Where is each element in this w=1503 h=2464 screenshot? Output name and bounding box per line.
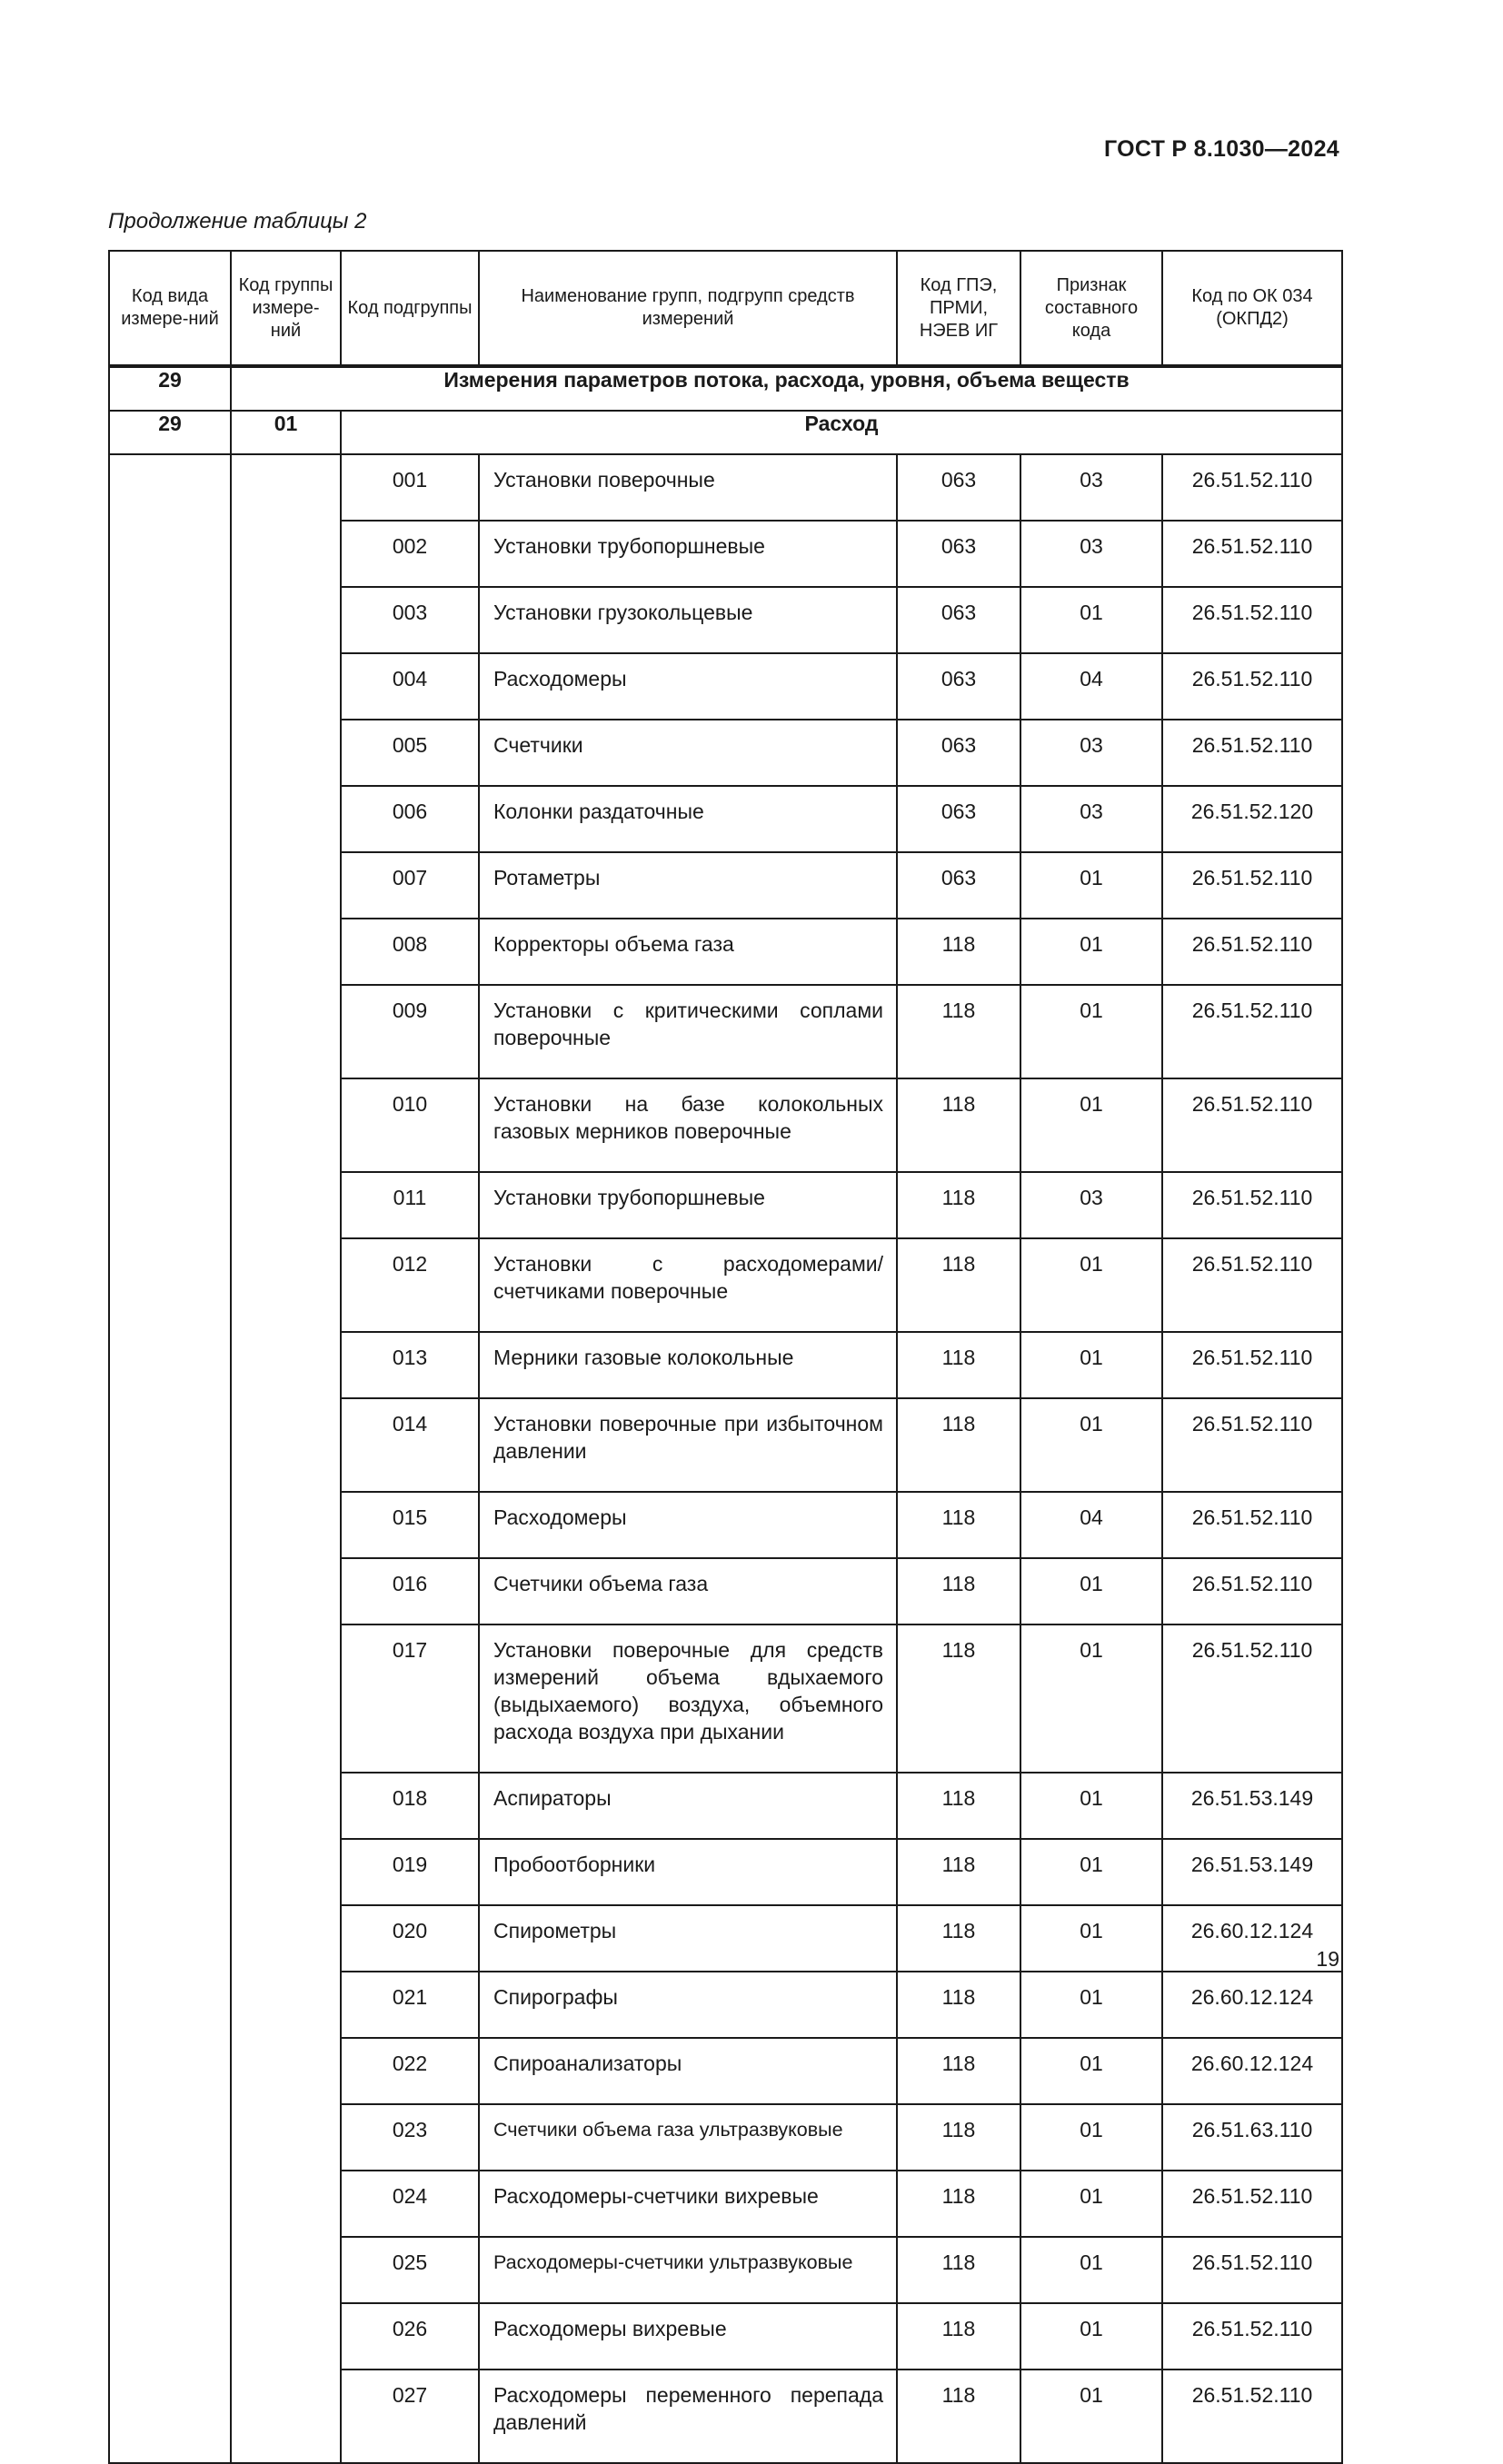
gpe-code: 063 bbox=[897, 653, 1020, 720]
okpd-code: 26.51.63.110 bbox=[1162, 2104, 1342, 2171]
gpe-code: 118 bbox=[897, 1558, 1020, 1624]
subgroup-code: 024 bbox=[341, 2171, 479, 2237]
subgroup-name: Установки с критическими соплами поверочные bbox=[479, 985, 897, 1078]
section-group-title: Расход bbox=[341, 411, 1342, 454]
composite-sign: 03 bbox=[1020, 521, 1162, 587]
col-okpd-code: Код по ОК 034 (ОКПД2) bbox=[1162, 251, 1342, 366]
okpd-code: 26.51.52.110 bbox=[1162, 2171, 1342, 2237]
subgroup-name: Расходомеры вихревые bbox=[479, 2303, 897, 2370]
table-row bbox=[109, 454, 1342, 521]
okpd-code: 26.51.52.110 bbox=[1162, 1172, 1342, 1238]
okpd-code: 26.51.52.120 bbox=[1162, 786, 1342, 852]
subgroup-code: 022 bbox=[341, 2038, 479, 2104]
subgroup-name: Расходомеры bbox=[479, 653, 897, 720]
composite-sign: 01 bbox=[1020, 1773, 1162, 1839]
okpd-code: 26.51.52.110 bbox=[1162, 1558, 1342, 1624]
subgroup-name: Спироанализаторы bbox=[479, 2038, 897, 2104]
subgroup-name: Колонки раздаточные bbox=[479, 786, 897, 852]
composite-sign: 01 bbox=[1020, 2171, 1162, 2237]
gpe-code: 118 bbox=[897, 2171, 1020, 2237]
col-gpe-code: Код ГПЭ, ПРМИ, НЭЕВ ИГ bbox=[897, 251, 1020, 366]
subgroup-code: 026 bbox=[341, 2303, 479, 2370]
okpd-code: 26.51.53.149 bbox=[1162, 1773, 1342, 1839]
subgroup-name: Спирометры bbox=[479, 1905, 897, 1972]
gpe-code: 118 bbox=[897, 1624, 1020, 1773]
composite-sign: 03 bbox=[1020, 1172, 1162, 1238]
okpd-code: 26.51.52.110 bbox=[1162, 653, 1342, 720]
okpd-code: 26.60.12.124 bbox=[1162, 1905, 1342, 1972]
section-group-code: 01 bbox=[231, 411, 341, 454]
subgroup-name: Установки поверочные bbox=[479, 454, 897, 521]
okpd-code: 26.51.52.110 bbox=[1162, 521, 1342, 587]
okpd-code: 26.51.52.110 bbox=[1162, 1332, 1342, 1398]
gpe-code: 118 bbox=[897, 1773, 1020, 1839]
subgroup-code: 009 bbox=[341, 985, 479, 1078]
subgroup-code: 001 bbox=[341, 454, 479, 521]
okpd-code: 26.51.52.110 bbox=[1162, 2370, 1342, 2463]
okpd-code: 26.51.52.110 bbox=[1162, 2303, 1342, 2370]
subgroup-code: 003 bbox=[341, 587, 479, 653]
okpd-code: 26.51.52.110 bbox=[1162, 919, 1342, 985]
subgroup-name: Установки с расходомерами/счетчиками поверочные bbox=[479, 1238, 897, 1332]
okpd-code: 26.51.52.110 bbox=[1162, 1624, 1342, 1773]
subgroup-code: 025 bbox=[341, 2237, 479, 2303]
composite-sign: 01 bbox=[1020, 1624, 1162, 1773]
composite-sign: 01 bbox=[1020, 1398, 1162, 1492]
subgroup-name: Счетчики объема газа bbox=[479, 1558, 897, 1624]
composite-sign: 01 bbox=[1020, 1972, 1162, 2038]
subgroup-code: 019 bbox=[341, 1839, 479, 1905]
composite-sign: 01 bbox=[1020, 1839, 1162, 1905]
gpe-code: 118 bbox=[897, 2104, 1020, 2171]
composite-sign: 01 bbox=[1020, 1238, 1162, 1332]
subgroup-code: 002 bbox=[341, 521, 479, 587]
col-composite-sign: Признак составного кода bbox=[1020, 251, 1162, 366]
subgroup-code: 008 bbox=[341, 919, 479, 985]
gpe-code: 118 bbox=[897, 2237, 1020, 2303]
composite-sign: 01 bbox=[1020, 919, 1162, 985]
subgroup-code: 027 bbox=[341, 2370, 479, 2463]
subgroup-name: Мерники газовые колокольные bbox=[479, 1332, 897, 1398]
subgroup-name: Установки поверочные при избыточном давлении bbox=[479, 1398, 897, 1492]
gpe-code: 118 bbox=[897, 985, 1020, 1078]
composite-sign: 01 bbox=[1020, 2104, 1162, 2171]
gpe-code: 063 bbox=[897, 454, 1020, 521]
subgroup-name: Спирографы bbox=[479, 1972, 897, 2038]
subgroup-code: 013 bbox=[341, 1332, 479, 1398]
gpe-code: 063 bbox=[897, 786, 1020, 852]
okpd-code: 26.51.53.149 bbox=[1162, 1839, 1342, 1905]
subgroup-name: Установки трубопоршневые bbox=[479, 521, 897, 587]
gpe-code: 063 bbox=[897, 587, 1020, 653]
okpd-code: 26.51.52.110 bbox=[1162, 852, 1342, 919]
col-name: Наименование групп, подгрупп средств измерений bbox=[479, 251, 897, 366]
okpd-code: 26.51.52.110 bbox=[1162, 985, 1342, 1078]
table-caption: Продолжение таблицы 2 bbox=[108, 209, 367, 233]
subgroup-code: 014 bbox=[341, 1398, 479, 1492]
section-group-row bbox=[109, 411, 1342, 454]
subgroup-name: Счетчики объема газа ультразвуковые bbox=[479, 2104, 897, 2171]
standard-id: ГОСТ Р 8.1030—2024 bbox=[1103, 136, 1339, 162]
composite-sign: 01 bbox=[1020, 2237, 1162, 2303]
subgroup-code: 020 bbox=[341, 1905, 479, 1972]
subgroup-name: Расходомеры-счетчики вихревые bbox=[479, 2171, 897, 2237]
okpd-code: 26.51.52.110 bbox=[1162, 2237, 1342, 2303]
subgroup-code: 017 bbox=[341, 1624, 479, 1773]
gpe-code: 118 bbox=[897, 1972, 1020, 2038]
gpe-code: 118 bbox=[897, 1172, 1020, 1238]
subgroup-name: Пробоотборники bbox=[479, 1839, 897, 1905]
okpd-code: 26.51.52.110 bbox=[1162, 720, 1342, 786]
blank-kind-cell bbox=[109, 454, 231, 2463]
subgroup-code: 010 bbox=[341, 1078, 479, 1172]
subgroup-name: Расходомеры-счетчики ультразвуковые bbox=[479, 2237, 897, 2303]
subgroup-name: Расходомеры bbox=[479, 1492, 897, 1558]
okpd-code: 26.60.12.124 bbox=[1162, 1972, 1342, 2038]
subgroup-code: 018 bbox=[341, 1773, 479, 1839]
page-number: 19 bbox=[1316, 1947, 1339, 1971]
section-group-kind-code: 29 bbox=[109, 411, 231, 454]
subgroup-name: Расходомеры переменного перепада давлений bbox=[479, 2370, 897, 2463]
subgroup-code: 021 bbox=[341, 1972, 479, 2038]
gpe-code: 118 bbox=[897, 1332, 1020, 1398]
blank-group-cell bbox=[231, 454, 341, 2463]
subgroup-name: Установки грузокольцевые bbox=[479, 587, 897, 653]
composite-sign: 01 bbox=[1020, 2038, 1162, 2104]
subgroup-name: Счетчики bbox=[479, 720, 897, 786]
composite-sign: 01 bbox=[1020, 1905, 1162, 1972]
gpe-code: 063 bbox=[897, 852, 1020, 919]
gpe-code: 063 bbox=[897, 720, 1020, 786]
subgroup-name: Установки на базе колокольных газовых мерников поверочные bbox=[479, 1078, 897, 1172]
composite-sign: 01 bbox=[1020, 985, 1162, 1078]
gpe-code: 118 bbox=[897, 2370, 1020, 2463]
okpd-code: 26.51.52.110 bbox=[1162, 1398, 1342, 1492]
okpd-code: 26.51.52.110 bbox=[1162, 454, 1342, 521]
composite-sign: 01 bbox=[1020, 2370, 1162, 2463]
subgroup-name: Установки поверочные для средств измерений объема вдыхаемого (выдыхаемого) воздуха, объемного расхода воздуха при дыхании bbox=[479, 1624, 897, 1773]
subgroup-name: Аспираторы bbox=[479, 1773, 897, 1839]
subgroup-code: 007 bbox=[341, 852, 479, 919]
col-subgroup-code: Код подгруппы bbox=[341, 251, 479, 366]
composite-sign: 03 bbox=[1020, 454, 1162, 521]
composite-sign: 01 bbox=[1020, 587, 1162, 653]
col-kind-code: Код вида измере-ний bbox=[109, 251, 231, 366]
table-header-row bbox=[109, 251, 1342, 366]
subgroup-code: 005 bbox=[341, 720, 479, 786]
subgroup-name: Ротаметры bbox=[479, 852, 897, 919]
gpe-code: 118 bbox=[897, 1238, 1020, 1332]
composite-sign: 01 bbox=[1020, 1558, 1162, 1624]
subgroup-code: 023 bbox=[341, 2104, 479, 2171]
gpe-code: 118 bbox=[897, 2303, 1020, 2370]
composite-sign: 01 bbox=[1020, 1078, 1162, 1172]
composite-sign: 03 bbox=[1020, 720, 1162, 786]
gpe-code: 118 bbox=[897, 919, 1020, 985]
section-kind-title: Измерения параметров потока, расхода, уровня, объема веществ bbox=[231, 366, 1342, 411]
okpd-code: 26.60.12.124 bbox=[1162, 2038, 1342, 2104]
subgroup-code: 004 bbox=[341, 653, 479, 720]
composite-sign: 01 bbox=[1020, 2303, 1162, 2370]
col-group-code: Код группы измере-ний bbox=[231, 251, 341, 366]
gpe-code: 118 bbox=[897, 1839, 1020, 1905]
composite-sign: 03 bbox=[1020, 786, 1162, 852]
okpd-code: 26.51.52.110 bbox=[1162, 587, 1342, 653]
subgroup-name: Установки трубопоршневые bbox=[479, 1172, 897, 1238]
gpe-code: 118 bbox=[897, 1905, 1020, 1972]
section-kind-code: 29 bbox=[109, 366, 231, 411]
gpe-code: 118 bbox=[897, 1078, 1020, 1172]
subgroup-code: 016 bbox=[341, 1558, 479, 1624]
okpd-code: 26.51.52.110 bbox=[1162, 1492, 1342, 1558]
okpd-code: 26.51.52.110 bbox=[1162, 1238, 1342, 1332]
subgroup-code: 011 bbox=[341, 1172, 479, 1238]
composite-sign: 04 bbox=[1020, 1492, 1162, 1558]
subgroup-code: 006 bbox=[341, 786, 479, 852]
gpe-code: 118 bbox=[897, 1398, 1020, 1492]
section-kind-row bbox=[109, 366, 1342, 411]
subgroup-code: 015 bbox=[341, 1492, 479, 1558]
gpe-code: 063 bbox=[897, 521, 1020, 587]
composite-sign: 04 bbox=[1020, 653, 1162, 720]
okpd-code: 26.51.52.110 bbox=[1162, 1078, 1342, 1172]
composite-sign: 01 bbox=[1020, 852, 1162, 919]
composite-sign: 01 bbox=[1020, 1332, 1162, 1398]
classification-table bbox=[108, 250, 1343, 2464]
subgroup-code: 012 bbox=[341, 1238, 479, 1332]
gpe-code: 118 bbox=[897, 1492, 1020, 1558]
subgroup-name: Корректоры объема газа bbox=[479, 919, 897, 985]
gpe-code: 118 bbox=[897, 2038, 1020, 2104]
